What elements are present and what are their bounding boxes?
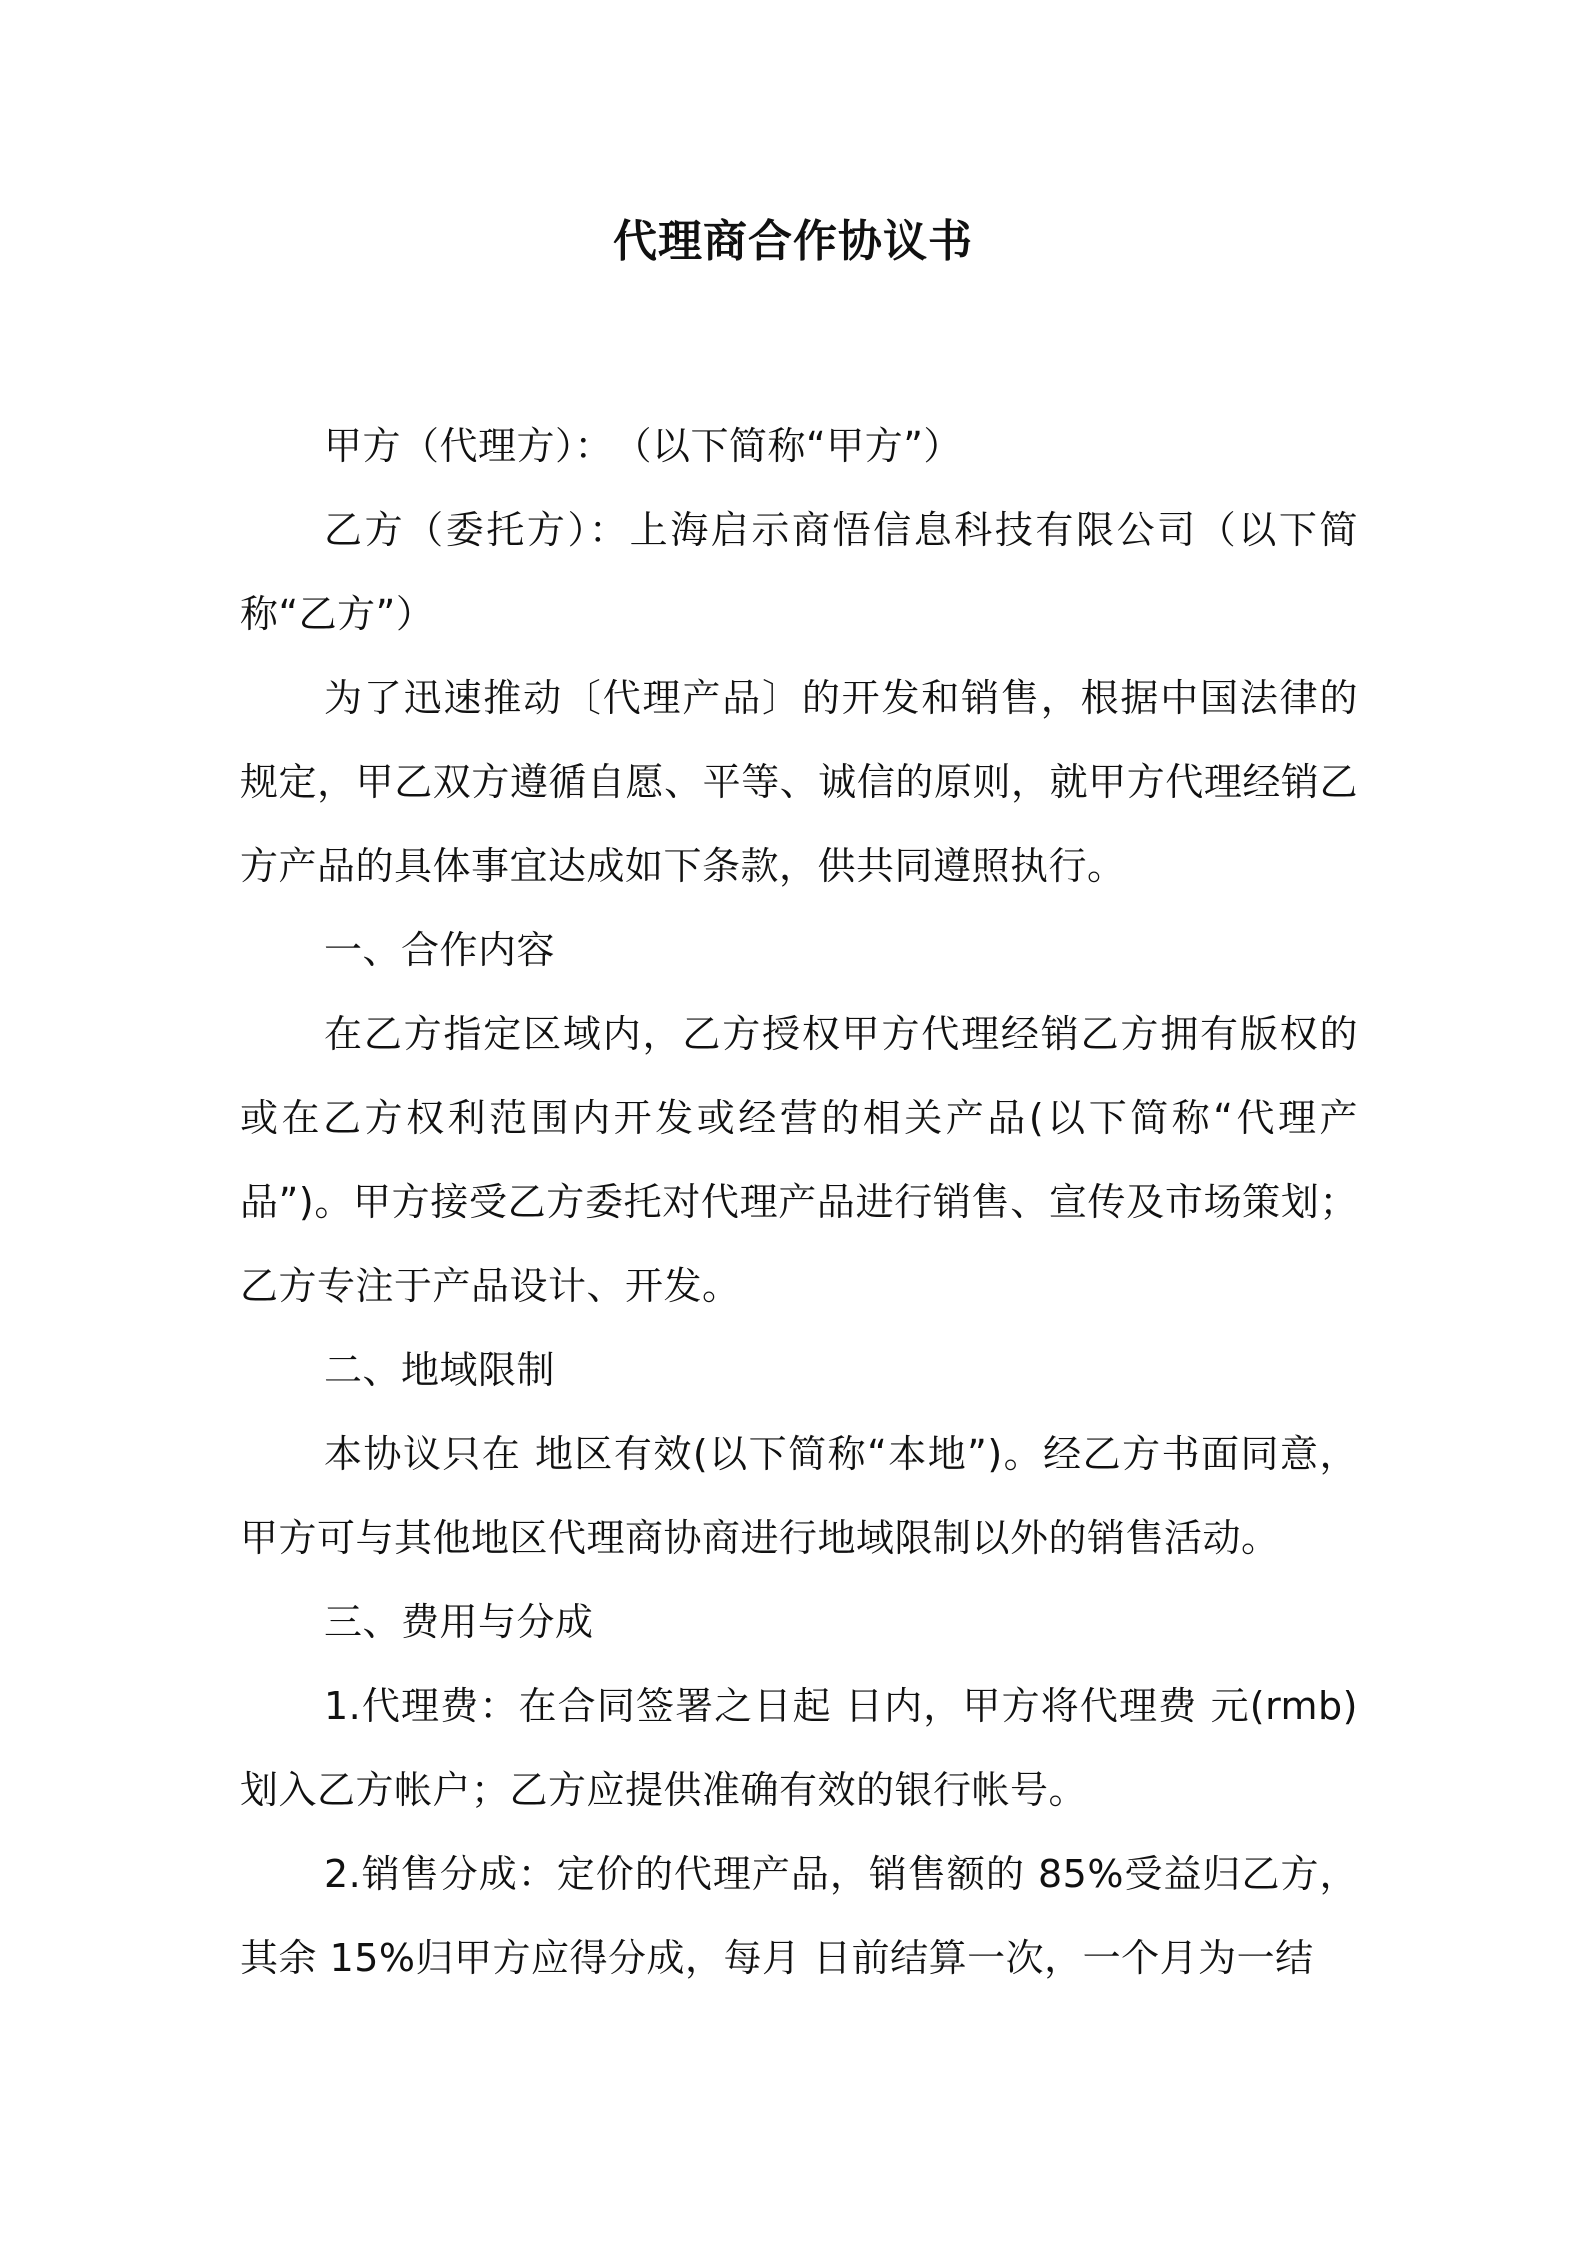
document-title: 代理商合作协议书 [613, 216, 973, 267]
cooperation-paragraph: 在乙方指定区域内，乙方授权甲方代理经销乙方拥有版权的或在乙方权利范围内开发或经营的相关产品(以下简称“代理产品”)。甲方接受乙方委托对代理产品进行销售、宣传及市场策划；乙方专注于产品设计、开发。 [240, 1012, 1358, 1308]
agency-fee-paragraph: 1.代理费：在合同签署之日起 日内，甲方将代理费 元(rmb)划入乙方帐户；乙方应提供准确有效的银行帐号。 [240, 1684, 1358, 1812]
party-b-line: 乙方（委托方）：上海启示商悟信息科技有限公司（以下简称“乙方”） [240, 508, 1358, 636]
section-heading-territory: 二、地域限制 [324, 1348, 556, 1392]
party-a-line: 甲方（代理方）： （以下简称“甲方”） [324, 424, 962, 468]
document-body [240, 404, 1358, 2000]
section-heading-fees: 三、费用与分成 [324, 1600, 594, 1644]
section-heading-cooperation: 一、合作内容 [324, 928, 556, 972]
preamble-paragraph: 为了迅速推动〔代理产品〕的开发和销售，根据中国法律的规定，甲乙双方遵循自愿、平等、诚信的原则，就甲方代理经销乙方产品的具体事宜达成如下条款，供共同遵照执行。 [240, 676, 1358, 888]
territory-paragraph: 本协议只在 地区有效(以下简称“本地”)。经乙方书面同意，甲方可与其他地区代理商协商进行地域限制以外的销售活动。 [240, 1432, 1358, 1560]
sales-share-paragraph: 2.销售分成：定价的代理产品，销售额的 85%受益归乙方，其余 15%归甲方应得分成，每月 日前结算一次，一个月为一结 [240, 1852, 1358, 1980]
